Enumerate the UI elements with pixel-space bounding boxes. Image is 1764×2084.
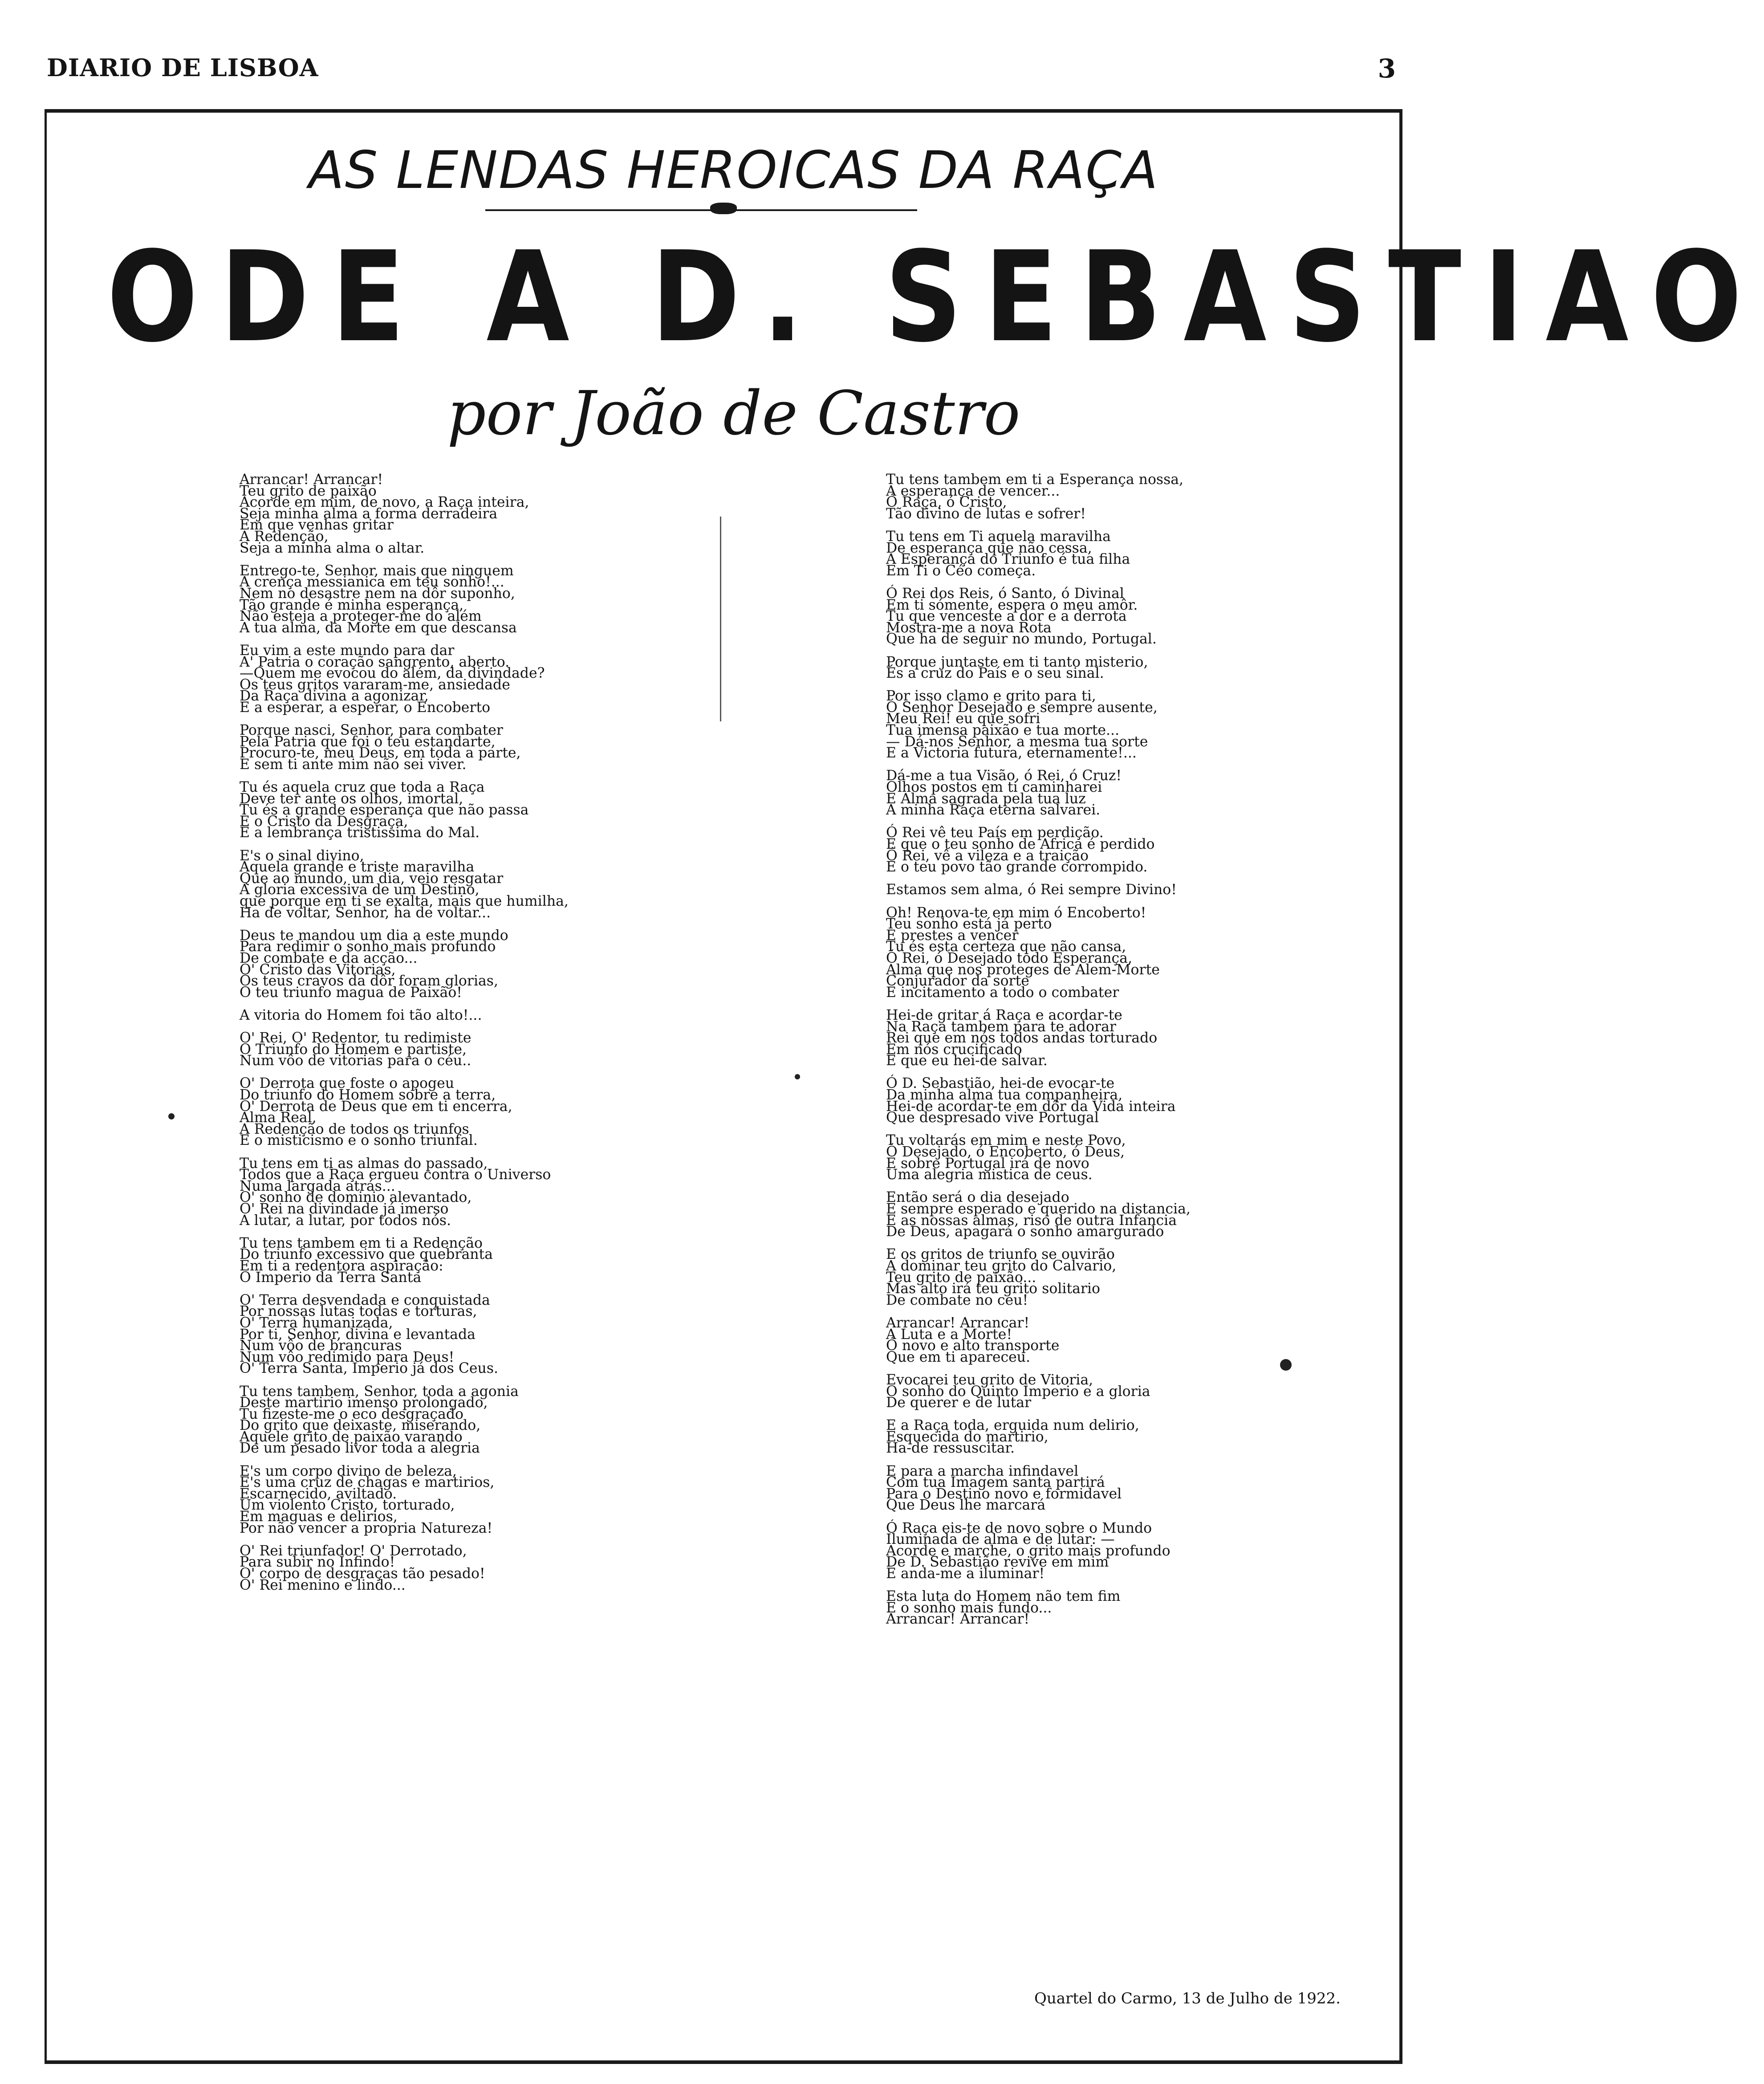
poem-line: Oh! Renova-te em mim ó Encoberto! xyxy=(886,904,1146,921)
poem-line: Ó Raça, ó Cristo, xyxy=(886,494,1007,511)
divider-ornament xyxy=(710,203,737,214)
poem-line: Teu grito de paixão xyxy=(240,483,377,499)
poem-line: Ó novo e alto transporte xyxy=(886,1338,1060,1354)
poem-line: Que em ti apareceu. xyxy=(886,1349,1031,1365)
poem-line: Tu és a grande esperança que não passa xyxy=(240,802,529,818)
poem-line: Acorde e marche, o grito mais profundo xyxy=(886,1543,1171,1559)
poem-stanza xyxy=(240,642,707,716)
poem-stanza xyxy=(240,1235,707,1286)
poem-stanza xyxy=(240,474,707,554)
poem-line: A gloria excessiva de um Destino, xyxy=(240,882,480,898)
poem-left-column xyxy=(240,474,707,1603)
poem-line: Alma que nos proteges de Alem-Morte xyxy=(886,961,1160,978)
poem-line: Aquele grito de paixão varando xyxy=(240,1429,463,1445)
poem-stanza xyxy=(886,1417,1353,1457)
poem-line: O Triunfo do Homem e partiste, xyxy=(240,1041,467,1058)
poem-line: E sobre Portugal irá de novo xyxy=(886,1155,1089,1172)
poem-line: Arrancar! Arrancar! xyxy=(886,1315,1030,1331)
poem-line: Conjurador da sorte xyxy=(886,973,1029,989)
poem-line: És a cruz do País e o seu sinal. xyxy=(886,665,1104,682)
poem-line: — Dá-nos Senhor, a mesma tua sorte xyxy=(886,733,1148,750)
poem-line: Em Ti o Céo começa. xyxy=(886,562,1036,579)
poem-line: Ó Rei vê teu País em perdição. xyxy=(886,825,1104,841)
poem-stanza xyxy=(240,779,707,841)
poem-line: E sempre esperado e querido na distancia, xyxy=(886,1201,1191,1217)
poem-line: Ó Senhor Desejado e sempre ausente, xyxy=(886,699,1158,716)
poem-line: Num vôo de brancuras xyxy=(240,1338,402,1354)
poem-line: Então será o dia desejado xyxy=(886,1189,1069,1206)
poem-line: A lutar, a lutar, por todos nós. xyxy=(240,1212,451,1229)
poem-stanza xyxy=(886,1132,1353,1183)
poem-line: Teu grito de paixão... xyxy=(886,1269,1036,1286)
poem-line: Uma alegria mistica de ceus. xyxy=(886,1167,1093,1183)
poem-line: Tua imensa paixão e tua morte... xyxy=(886,722,1120,739)
poem-line: Ó D. Sebastião, hei-de evocar-te xyxy=(886,1075,1115,1092)
poem-line: Eu vim a este mundo para dar xyxy=(240,642,455,659)
poem-line: A tua alma, da Morte em que descansa xyxy=(240,619,517,636)
poem-line: E as nossas almas, riso de outra Infancia xyxy=(886,1212,1177,1229)
poem-line: O' Terra desvendada e conquistada xyxy=(240,1292,490,1308)
poem-line: Alma Real, xyxy=(240,1110,317,1126)
poem-line: Para subir no Infindo! xyxy=(240,1554,395,1571)
poem-line: De querer e de lutar xyxy=(886,1395,1032,1411)
poem-line: Da Raça divina a agonizar, xyxy=(240,688,429,704)
poem-stanza xyxy=(886,884,1353,896)
poem-stanza xyxy=(240,722,707,773)
poem-line: E's uma cruz de chagas e martirios, xyxy=(240,1474,495,1491)
poem-stanza xyxy=(886,1246,1353,1308)
poem-line: O' sonho de dominio alevantado, xyxy=(240,1189,472,1206)
poem-line: Porque juntaste em ti tanto misterio, xyxy=(886,654,1148,670)
poem-line: E para a marcha infindavel xyxy=(886,1463,1079,1479)
poem-stanza xyxy=(886,904,1353,1001)
poem-line: Esta luta do Homem não tem fim xyxy=(886,1588,1121,1605)
poem-line: Procuro-te, meu Deus, em toda a parte, xyxy=(240,745,521,761)
poem-line: Teu sonho está já perto xyxy=(886,916,1052,932)
poem-line: Em ti sómente, espera o meu amôr. xyxy=(886,597,1138,613)
poem-line: Em que venhas gritar xyxy=(240,517,394,533)
poem-line: Tu és esta certeza que não cansa, xyxy=(886,939,1126,955)
poem-line: O Imperio da Terra Santa xyxy=(240,1269,422,1286)
poem-line: Num vôo redimido para Deus! xyxy=(240,1349,455,1365)
poem-line: E's o sinal divino, xyxy=(240,847,364,864)
poem-stanza xyxy=(886,770,1353,816)
poem-line: E o teu povo tão grande corrompido. xyxy=(886,859,1148,875)
poem-line: Em maguas e delirios, xyxy=(240,1509,398,1525)
poem-line: Mostra-me a nova Rota xyxy=(886,619,1052,636)
poem-stanza xyxy=(240,562,707,636)
poem-line: E que o teu sonho de Africa é perdido xyxy=(886,836,1155,852)
kicker-heading: AS LENDAS HEROICAS DA RAÇA xyxy=(309,140,1159,200)
poem-line: E o sonho mais fundo... xyxy=(886,1600,1052,1616)
poem-stanza xyxy=(886,1463,1353,1514)
poem-line: Olhos postos em ti caminharei xyxy=(886,779,1102,796)
poem-stanza xyxy=(240,1463,707,1536)
poem-line: O' Derrota de Deus que em ti encerra, xyxy=(240,1098,512,1115)
poem-line: Estamos sem alma, ó Rei sempre Divino! xyxy=(886,882,1177,898)
poem-line: A' Patria o coração sangrento, aberto. xyxy=(240,654,510,670)
poem-line: Tão grande é minha esperança, xyxy=(240,597,464,613)
poem-line: Do grito que deixaste, miserando, xyxy=(240,1417,481,1434)
poem-line: O' Rei triunfador! O' Derrotado, xyxy=(240,1543,467,1559)
poem-line: Num vôo de vitorias para o céu.. xyxy=(240,1053,471,1069)
poem-line: E o misticismo e o sonho triunfal. xyxy=(240,1132,478,1149)
poem-line: Dá-me a tua Visão, ó Rei, ó Cruz! xyxy=(886,768,1122,784)
poem-stanza xyxy=(886,827,1353,873)
poem-line: Seja a minha alma o altar. xyxy=(240,540,425,556)
poem-stanza xyxy=(240,1155,707,1229)
poem-line: Escarnecido, aviltado. xyxy=(240,1486,397,1502)
poem-stanza xyxy=(240,1030,707,1069)
poem-line: Tu fizeste-me o eco desgraçado xyxy=(240,1406,463,1422)
poem-line: Hei-de acordar-te em dôr da Vida inteira xyxy=(886,1098,1176,1115)
poem-line: E a lembrança tristissima do Mal. xyxy=(240,825,480,841)
poem-line: Não esteja a proteger-me do além xyxy=(240,608,482,625)
poem-line: Do triunfo excessivo que quebranta xyxy=(240,1246,493,1263)
poem-line: Por ti, Senhor, divina e levantada xyxy=(240,1326,476,1343)
poem-stanza xyxy=(886,1520,1353,1582)
poem-line: Na Raça tambem para te adorar xyxy=(886,1018,1116,1035)
poem-line: O' Terra humanizada, xyxy=(240,1315,393,1331)
newspaper-name: DIARIO DE LISBOA xyxy=(47,53,319,82)
poem-line: Arrancar! Arrancar! xyxy=(886,1611,1030,1628)
poem-line: Um violento Cristo, torturado, xyxy=(240,1497,455,1514)
poem-line: Por nossas lutas todas e torturas, xyxy=(240,1303,477,1320)
print-speck xyxy=(1280,1359,1292,1371)
poem-line: Ó Rei, ó Desejado todo Esperança, xyxy=(886,950,1132,966)
poem-line: Tão divino de lutas e sofrer! xyxy=(886,505,1086,522)
poem-line: E a esperar, a esperar, o Encoberto xyxy=(240,699,491,716)
poem-stanza xyxy=(886,1007,1353,1069)
poem-line: Mas alto irá teu grito solitario xyxy=(886,1281,1100,1297)
poem-line: que porque em ti se exalta, mais que humilha, xyxy=(240,893,569,909)
poem-stanza xyxy=(240,1543,707,1593)
poem-right-column xyxy=(886,474,1353,1637)
poem-line: Que Deus lhe marcará xyxy=(886,1497,1046,1514)
poem-line: Porque nasci, Senhor, para combater xyxy=(240,722,503,739)
poem-line: Ó Raça eis-te de novo sobre o Mundo xyxy=(886,1520,1152,1536)
poem-line: De D. Sebastião revive em mim xyxy=(886,1554,1109,1571)
poem-line: Em nós crucificado xyxy=(886,1041,1022,1058)
poem-line: O' Rei, O' Redentor, tu redimiste xyxy=(240,1030,471,1046)
poem-line: Ó Rei dos Reis, ó Santo, ó Divinal xyxy=(886,585,1124,602)
poem-line: A Luta e a Morte! xyxy=(886,1326,1012,1343)
poem-line: Em ti a redentora aspiração: xyxy=(240,1258,443,1274)
poem-stanza xyxy=(886,585,1353,647)
poem-stanza xyxy=(886,474,1353,520)
poem-line: Com tua Imagem santa partirá xyxy=(886,1474,1105,1491)
poem-stanza xyxy=(886,1588,1353,1628)
poem-line: Arrancar! Arrancar! xyxy=(240,472,383,488)
poem-line: E a Raça toda, erguida num delirio, xyxy=(886,1417,1139,1434)
poem-line: Ha de voltar, Senhor, ha de voltar... xyxy=(240,904,491,921)
poem-line: Tu tens tambem, Senhor, toda a agonia xyxy=(240,1383,519,1400)
poem-stanza xyxy=(240,847,707,921)
poem-stanza xyxy=(886,1372,1353,1411)
poem-line: Numa largada atrás... xyxy=(240,1178,395,1194)
poem-stanza xyxy=(240,1007,707,1023)
poem-line: O' Terra Santa, Imperio já dos Ceus. xyxy=(240,1360,499,1377)
poem-line: Tu tens em Ti aquela maravilha xyxy=(886,528,1111,545)
poem-line: A Redenção de todos os triunfos xyxy=(240,1121,469,1137)
column-divider xyxy=(720,517,721,721)
poem-line: E o Cristo da Desgraça, xyxy=(240,813,408,830)
poem-line: A crença messianica em teu sonho!... xyxy=(240,574,504,590)
poem-stanza xyxy=(886,654,1353,682)
poem-line: E's um corpo divino de beleza, xyxy=(240,1463,457,1479)
poem-stanza xyxy=(240,1292,707,1377)
poem-line: O' Cristo das Vitorias, xyxy=(240,961,396,978)
poem-line: Iluminada de alma e de lutar: — xyxy=(886,1531,1115,1548)
poem-line: E anda-me a iluminar! xyxy=(886,1566,1045,1582)
poem-line: Seja minha alma a forma derradeira xyxy=(240,505,498,522)
poem-line: Ha-de ressuscitar. xyxy=(886,1440,1015,1457)
print-speck xyxy=(168,1113,175,1119)
poem-line: Tu tens tambem em ti a Esperança nossa, xyxy=(886,472,1184,488)
poem-line: Hei-de gritar á Raça e acordar-te xyxy=(886,1007,1122,1023)
print-speck xyxy=(795,1074,800,1079)
poem-line: Entrego-te, Senhor, mais que ninguem xyxy=(240,562,514,579)
poem-line: Para o Destino novo e formidavel xyxy=(886,1486,1122,1502)
poem-line: A minha Raça eterna salvarei. xyxy=(886,802,1101,818)
poem-line: De combate no ceu! xyxy=(886,1292,1028,1308)
poem-line: Por isso clamo e grito para ti, xyxy=(886,688,1096,704)
byline: por João de Castro xyxy=(447,379,1020,449)
title-divider xyxy=(485,209,917,211)
poem-stanza xyxy=(886,1189,1353,1240)
poem-line: Que ao mundo, um dia, veio resgatar xyxy=(240,870,504,887)
poem-line: O' corpo de desgraças tão pesado! xyxy=(240,1566,485,1582)
poem-line: O teu triunfo magua de Paixão! xyxy=(240,984,462,1001)
page-number: 3 xyxy=(1378,53,1396,84)
poem-line: Deus te mandou um dia a este mundo xyxy=(240,927,508,944)
poem-line: Deste martirio imenso prolongado, xyxy=(240,1395,488,1411)
poem-line: Tu tens tambem em ti a Redenção xyxy=(240,1235,483,1251)
poem-line: E incitamento a todo o combater xyxy=(886,984,1119,1001)
poem-line: De esperança que não cessa, xyxy=(886,540,1092,556)
poem-line: Por não vencer a propria Natureza! xyxy=(240,1520,493,1536)
poem-line: E Alma sagrada pela tua luz xyxy=(886,790,1086,807)
poem-line: Tu és aquela cruz que toda a Raça xyxy=(240,779,485,796)
poem-line: Para redimir o sonho mais profundo xyxy=(240,939,496,955)
poem-line: Ó Desejado, ó Encoberto, ó Deus, xyxy=(886,1144,1125,1160)
poem-line: Da minha alma tua companheira, xyxy=(886,1087,1123,1103)
poem-stanza xyxy=(240,1075,707,1149)
poem-line: Deve ter ante os olhos, imortal, xyxy=(240,790,463,807)
poem-line: E os gritos de triunfo se ouvirão xyxy=(886,1246,1115,1263)
poem-line: Rei que em nós todos andas torturado xyxy=(886,1030,1158,1046)
poem-line: De Deus, apagará o sonho amargurado xyxy=(886,1224,1164,1240)
poem-line: Tu que venceste a dor e a derrota xyxy=(886,608,1127,625)
poem-line: Os teus cravos da dôr foram glorias, xyxy=(240,973,498,989)
poem-line: —Quem me evocou do além, da divindade? xyxy=(240,665,545,682)
poem-line: Do triunfo do Homem sobre a terra, xyxy=(240,1087,496,1103)
poem-line: Pela Patria que foi o teu estandarte, xyxy=(240,733,496,750)
poem-line: Todos que a Raça ergueu contra o Universo xyxy=(240,1167,551,1183)
poem-line: Que ha de seguir no mundo, Portugal. xyxy=(886,631,1157,647)
poem-line: A esperança de vencer... xyxy=(886,483,1060,499)
poem-line: O' Derrota que foste o apogeu xyxy=(240,1075,455,1092)
poem-line: Evocarei teu grito de Vitoria, xyxy=(886,1372,1093,1388)
poem-stanza xyxy=(886,528,1353,579)
poem-line: E a Victoria futura, eternamente!... xyxy=(886,745,1137,761)
poem-line: E sem ti ante mim não sei viver. xyxy=(240,756,467,773)
poem-line: A vitoria do Homem foi tão alto!... xyxy=(240,1007,482,1023)
poem-line: Tu voltarás em mim e neste Povo, xyxy=(886,1132,1126,1149)
poem-line: A Esperança do Triunfo é tua filha xyxy=(886,551,1130,568)
poem-stanza xyxy=(240,927,707,1001)
poem-line: Que despresado vive Portugal xyxy=(886,1110,1099,1126)
poem-line: Aquela grande e triste maravilha xyxy=(240,859,475,875)
poem-line: A Redenção, xyxy=(240,528,329,545)
poem-line: A dominar teu grito do Calvario, xyxy=(886,1258,1117,1274)
poem-line: O sonho do Quinto Imperio e a gloria xyxy=(886,1383,1150,1400)
poem-line: Ó Rei, vê a vileza e a traição xyxy=(886,847,1089,864)
poem-line: Tu tens em ti as almas do passado, xyxy=(240,1155,488,1172)
poem-stanza xyxy=(886,1075,1353,1126)
poem-stanza xyxy=(886,1315,1353,1365)
masthead xyxy=(47,53,1396,89)
poem-stanza xyxy=(886,688,1353,761)
poem-line: E prestes a vencer xyxy=(886,927,1019,944)
poem-line: De um pesado livor toda a alegria xyxy=(240,1440,480,1457)
poem-line: Esquecida do martirio, xyxy=(886,1429,1049,1445)
poem-line: Meu Rei! eu que sofri xyxy=(886,711,1041,727)
poem-line: O' Rei na divindade já imerso xyxy=(240,1201,449,1217)
poem-line: Acorde em mim, de novo, a Raça inteira, xyxy=(240,494,529,511)
poem-line: O' Rei menino e lindo... xyxy=(240,1577,406,1593)
headline: ODE A D. SEBASTIAO xyxy=(107,225,1764,370)
poem-line: Os teus gritos vararam-me, ansiedade xyxy=(240,676,510,693)
poem-stanza xyxy=(240,1383,707,1457)
poem-line: Nem no desastre nem na dôr suponho, xyxy=(240,585,515,602)
signoff-dateline: Quartel do Carmo, 13 de Julho de 1922. xyxy=(1034,1990,1341,2007)
poem-line: De combate e da acção... xyxy=(240,950,418,966)
poem-line: E que eu hei-de salvar. xyxy=(886,1053,1048,1069)
